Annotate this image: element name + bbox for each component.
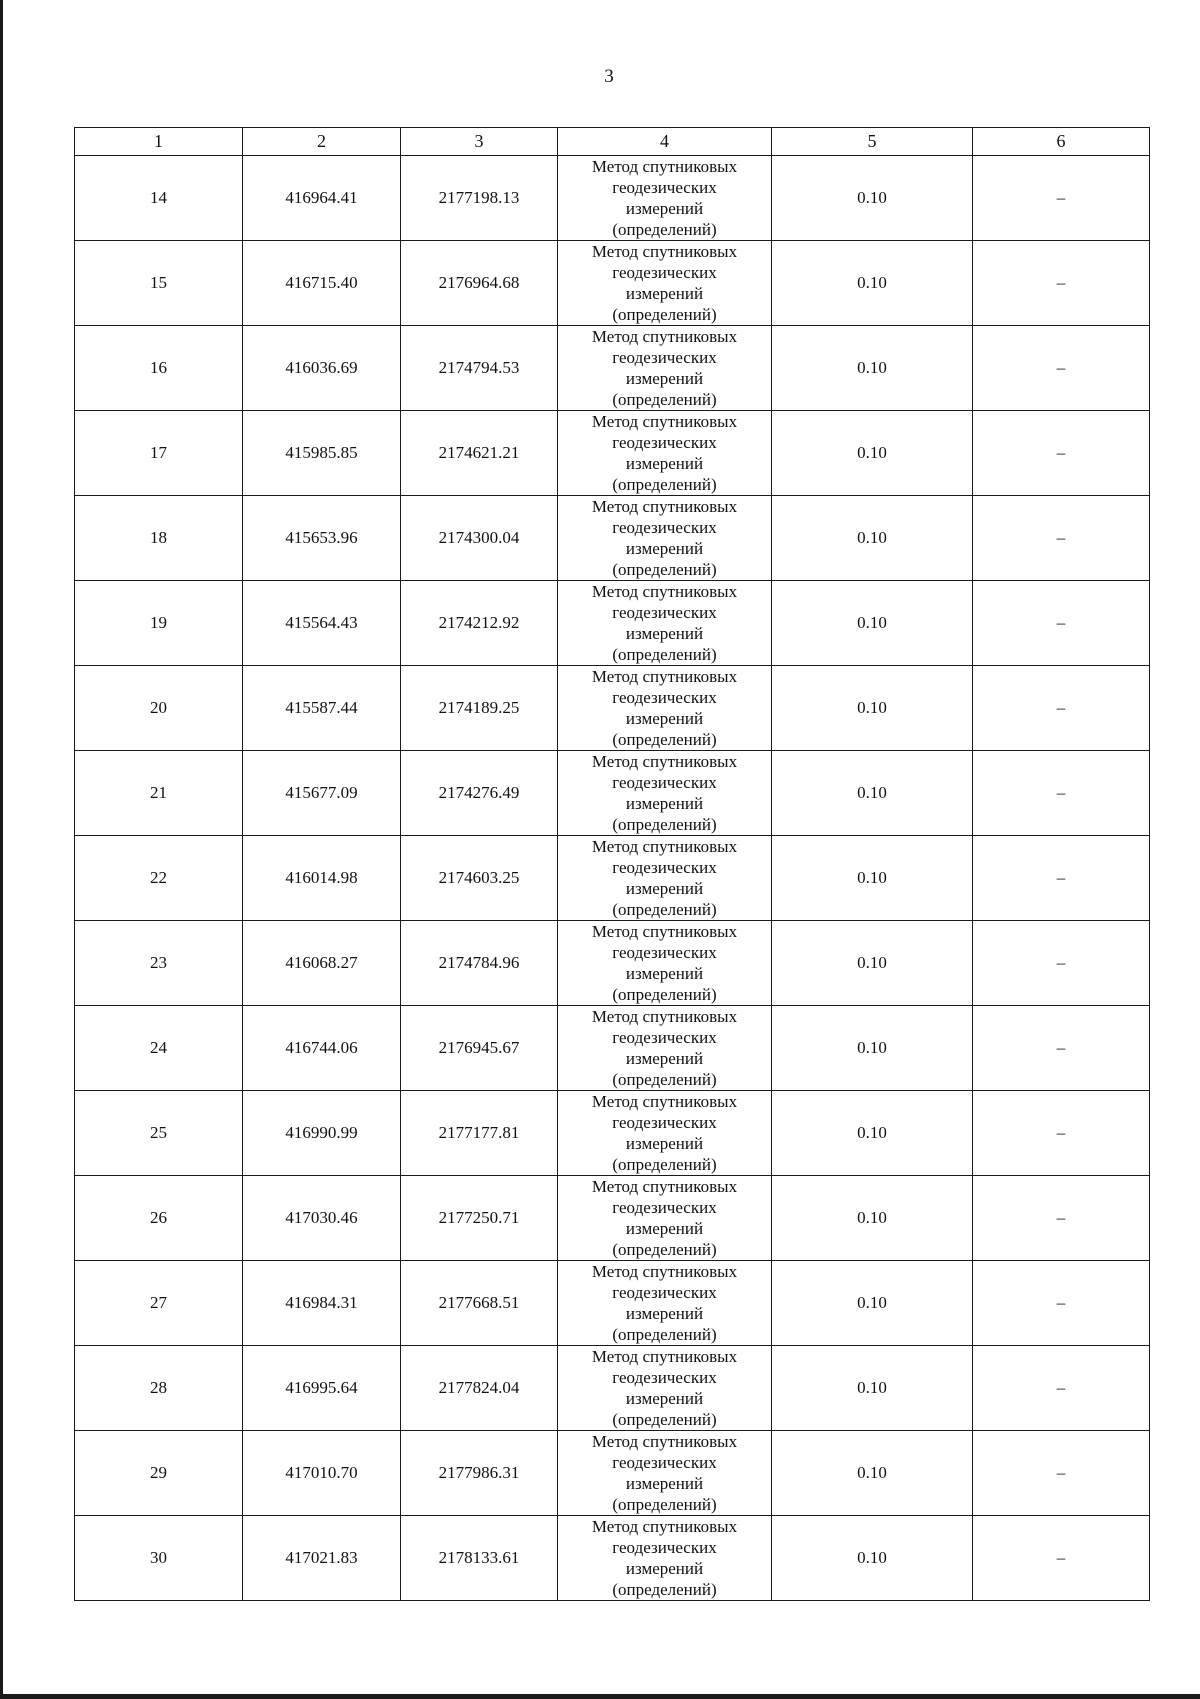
method-cell bbox=[558, 751, 772, 836]
method-text-line: (определений) bbox=[612, 1410, 717, 1429]
method-text-line: (определений) bbox=[612, 815, 717, 834]
method-text-line: (определений) bbox=[612, 220, 717, 239]
method-text-line: (определений) bbox=[612, 305, 717, 324]
method-text-line: Метод спутниковых bbox=[591, 157, 738, 176]
scan-edge-bottom bbox=[0, 1694, 1200, 1699]
method-text-line: геодезических bbox=[612, 1538, 717, 1557]
method-text-line: измерений bbox=[625, 794, 704, 813]
accuracy-cell: 0.10 bbox=[772, 1431, 973, 1516]
y-coordinate-cell: 2177986.31 bbox=[401, 1431, 558, 1516]
method-text-line: измерений bbox=[625, 1049, 704, 1068]
method-text-line: Метод спутниковых bbox=[591, 1347, 738, 1366]
accuracy-cell: 0.10 bbox=[772, 411, 973, 496]
method-text-line: измерений bbox=[625, 539, 704, 558]
method-text-line: измерений bbox=[625, 709, 704, 728]
method-text-line: (определений) bbox=[612, 730, 717, 749]
method-text-line: геодезических bbox=[612, 178, 717, 197]
table-row bbox=[75, 1176, 1150, 1261]
method-cell bbox=[558, 666, 772, 751]
method-text-line: измерений bbox=[625, 964, 704, 983]
method-text-line: геодезических bbox=[612, 348, 717, 367]
y-coordinate-cell: 2177824.04 bbox=[401, 1346, 558, 1431]
note-cell: – bbox=[973, 496, 1150, 581]
table-row bbox=[75, 836, 1150, 921]
table-row bbox=[75, 581, 1150, 666]
method-text-line: (определений) bbox=[612, 475, 717, 494]
method-text-line: (определений) bbox=[612, 900, 717, 919]
table-row bbox=[75, 241, 1150, 326]
accuracy-cell: 0.10 bbox=[772, 326, 973, 411]
scan-edge-left bbox=[0, 0, 3, 1699]
method-text-line: Метод спутниковых bbox=[591, 327, 738, 346]
method-text-line: измерений bbox=[625, 1389, 704, 1408]
method-text-line: геодезических bbox=[612, 603, 717, 622]
point-number-cell: 16 bbox=[75, 326, 243, 411]
method-text-line: геодезических bbox=[612, 1453, 717, 1472]
accuracy-cell: 0.10 bbox=[772, 496, 973, 581]
method-text-line: геодезических bbox=[612, 518, 717, 537]
method-text-line: (определений) bbox=[612, 1325, 717, 1344]
method-cell bbox=[558, 241, 772, 326]
table-row bbox=[75, 326, 1150, 411]
x-coordinate-cell: 416036.69 bbox=[243, 326, 401, 411]
method-text-line: геодезических bbox=[612, 263, 717, 282]
method-text-line: измерений bbox=[625, 1219, 704, 1238]
accuracy-cell: 0.10 bbox=[772, 1006, 973, 1091]
page-number: 3 bbox=[604, 66, 614, 87]
column-header: 2 bbox=[243, 128, 401, 156]
table-row bbox=[75, 921, 1150, 1006]
x-coordinate-cell: 416068.27 bbox=[243, 921, 401, 1006]
method-text-line: Метод спутниковых bbox=[591, 1262, 738, 1281]
x-coordinate-cell: 417021.83 bbox=[243, 1516, 401, 1601]
method-text-line: измерений bbox=[625, 1304, 704, 1323]
method-text-line: геодезических bbox=[612, 943, 717, 962]
y-coordinate-cell: 2174212.92 bbox=[401, 581, 558, 666]
method-text-line: Метод спутниковых bbox=[591, 497, 738, 516]
method-cell bbox=[558, 1516, 772, 1601]
method-text-line: измерений bbox=[625, 369, 704, 388]
note-cell: – bbox=[973, 1261, 1150, 1346]
note-cell: – bbox=[973, 1516, 1150, 1601]
method-text-line: измерений bbox=[625, 1134, 704, 1153]
accuracy-cell: 0.10 bbox=[772, 1176, 973, 1261]
note-cell: – bbox=[973, 1346, 1150, 1431]
accuracy-cell: 0.10 bbox=[772, 836, 973, 921]
point-number-cell: 30 bbox=[75, 1516, 243, 1601]
x-coordinate-cell: 417030.46 bbox=[243, 1176, 401, 1261]
note-cell: – bbox=[973, 666, 1150, 751]
method-cell bbox=[558, 1261, 772, 1346]
point-number-cell: 20 bbox=[75, 666, 243, 751]
point-number-cell: 24 bbox=[75, 1006, 243, 1091]
accuracy-cell: 0.10 bbox=[772, 241, 973, 326]
note-cell: – bbox=[973, 921, 1150, 1006]
x-coordinate-cell: 417010.70 bbox=[243, 1431, 401, 1516]
method-text-line: геодезических bbox=[612, 1198, 717, 1217]
accuracy-cell: 0.10 bbox=[772, 1091, 973, 1176]
method-cell bbox=[558, 326, 772, 411]
note-cell: – bbox=[973, 411, 1150, 496]
method-text-line: геодезических bbox=[612, 1283, 717, 1302]
x-coordinate-cell: 416715.40 bbox=[243, 241, 401, 326]
method-text-line: Метод спутниковых bbox=[591, 1007, 738, 1026]
x-coordinate-cell: 416964.41 bbox=[243, 156, 401, 241]
method-text-line: измерений bbox=[625, 199, 704, 218]
point-number-cell: 18 bbox=[75, 496, 243, 581]
method-text-line: геодезических bbox=[612, 1113, 717, 1132]
method-text-line: (определений) bbox=[612, 645, 717, 664]
method-text-line: (определений) bbox=[612, 1070, 717, 1089]
method-text-line: Метод спутниковых bbox=[591, 837, 738, 856]
method-cell bbox=[558, 836, 772, 921]
method-text-line: (определений) bbox=[612, 1495, 717, 1514]
method-cell bbox=[558, 411, 772, 496]
method-text-line: геодезических bbox=[612, 773, 717, 792]
x-coordinate-cell: 416744.06 bbox=[243, 1006, 401, 1091]
method-text-line: (определений) bbox=[612, 1240, 717, 1259]
table-body bbox=[75, 156, 1150, 1601]
table-row bbox=[75, 1261, 1150, 1346]
note-cell: – bbox=[973, 241, 1150, 326]
point-number-cell: 14 bbox=[75, 156, 243, 241]
table-row bbox=[75, 1006, 1150, 1091]
table-row bbox=[75, 666, 1150, 751]
method-text-line: (определений) bbox=[612, 1155, 717, 1174]
table-row bbox=[75, 496, 1150, 581]
method-text-line: измерений bbox=[625, 624, 704, 643]
method-text-line: Метод спутниковых bbox=[591, 1177, 738, 1196]
point-number-cell: 23 bbox=[75, 921, 243, 1006]
method-text-line: геодезических bbox=[612, 688, 717, 707]
accuracy-cell: 0.10 bbox=[772, 921, 973, 1006]
method-text-line: Метод спутниковых bbox=[591, 582, 738, 601]
method-text-line: геодезических bbox=[612, 1368, 717, 1387]
table-row bbox=[75, 1091, 1150, 1176]
method-text-line: Метод спутниковых bbox=[591, 1092, 738, 1111]
x-coordinate-cell: 415564.43 bbox=[243, 581, 401, 666]
y-coordinate-cell: 2177198.13 bbox=[401, 156, 558, 241]
table-row bbox=[75, 1346, 1150, 1431]
table-row bbox=[75, 1431, 1150, 1516]
accuracy-cell: 0.10 bbox=[772, 1346, 973, 1431]
y-coordinate-cell: 2174794.53 bbox=[401, 326, 558, 411]
accuracy-cell: 0.10 bbox=[772, 666, 973, 751]
x-coordinate-cell: 416014.98 bbox=[243, 836, 401, 921]
point-number-cell: 17 bbox=[75, 411, 243, 496]
accuracy-cell: 0.10 bbox=[772, 581, 973, 666]
point-number-cell: 27 bbox=[75, 1261, 243, 1346]
x-coordinate-cell: 416995.64 bbox=[243, 1346, 401, 1431]
method-text-line: измерений bbox=[625, 879, 704, 898]
method-cell bbox=[558, 496, 772, 581]
y-coordinate-cell: 2174189.25 bbox=[401, 666, 558, 751]
method-text-line: измерений bbox=[625, 284, 704, 303]
method-cell bbox=[558, 1006, 772, 1091]
method-text-line: геодезических bbox=[612, 858, 717, 877]
table-header-row bbox=[75, 128, 1150, 156]
method-text-line: Метод спутниковых bbox=[591, 242, 738, 261]
note-cell: – bbox=[973, 1176, 1150, 1261]
accuracy-cell: 0.10 bbox=[772, 1261, 973, 1346]
point-number-cell: 19 bbox=[75, 581, 243, 666]
point-number-cell: 22 bbox=[75, 836, 243, 921]
column-header: 4 bbox=[558, 128, 772, 156]
table-row bbox=[75, 751, 1150, 836]
method-text-line: геодезических bbox=[612, 1028, 717, 1047]
method-text-line: измерений bbox=[625, 1474, 704, 1493]
coordinates-table bbox=[74, 127, 1150, 1601]
method-cell bbox=[558, 1431, 772, 1516]
x-coordinate-cell: 415653.96 bbox=[243, 496, 401, 581]
column-header: 1 bbox=[75, 128, 243, 156]
method-cell bbox=[558, 1176, 772, 1261]
method-cell bbox=[558, 581, 772, 666]
method-text-line: Метод спутниковых bbox=[591, 922, 738, 941]
point-number-cell: 15 bbox=[75, 241, 243, 326]
y-coordinate-cell: 2174300.04 bbox=[401, 496, 558, 581]
method-text-line: Метод спутниковых bbox=[591, 1432, 738, 1451]
note-cell: – bbox=[973, 751, 1150, 836]
method-text-line: Метод спутниковых bbox=[591, 667, 738, 686]
accuracy-cell: 0.10 bbox=[772, 751, 973, 836]
note-cell: – bbox=[973, 1006, 1150, 1091]
note-cell: – bbox=[973, 156, 1150, 241]
method-cell bbox=[558, 156, 772, 241]
method-cell bbox=[558, 1346, 772, 1431]
note-cell: – bbox=[973, 326, 1150, 411]
note-cell: – bbox=[973, 836, 1150, 921]
accuracy-cell: 0.10 bbox=[772, 156, 973, 241]
method-cell bbox=[558, 921, 772, 1006]
point-number-cell: 25 bbox=[75, 1091, 243, 1176]
y-coordinate-cell: 2178133.61 bbox=[401, 1516, 558, 1601]
x-coordinate-cell: 416990.99 bbox=[243, 1091, 401, 1176]
y-coordinate-cell: 2174621.21 bbox=[401, 411, 558, 496]
x-coordinate-cell: 415985.85 bbox=[243, 411, 401, 496]
x-coordinate-cell: 416984.31 bbox=[243, 1261, 401, 1346]
method-text-line: Метод спутниковых bbox=[591, 1517, 738, 1536]
y-coordinate-cell: 2176945.67 bbox=[401, 1006, 558, 1091]
x-coordinate-cell: 415677.09 bbox=[243, 751, 401, 836]
x-coordinate-cell: 415587.44 bbox=[243, 666, 401, 751]
y-coordinate-cell: 2177250.71 bbox=[401, 1176, 558, 1261]
table-row bbox=[75, 411, 1150, 496]
y-coordinate-cell: 2177668.51 bbox=[401, 1261, 558, 1346]
y-coordinate-cell: 2176964.68 bbox=[401, 241, 558, 326]
column-header: 5 bbox=[772, 128, 973, 156]
y-coordinate-cell: 2174603.25 bbox=[401, 836, 558, 921]
method-text-line: измерений bbox=[625, 454, 704, 473]
accuracy-cell: 0.10 bbox=[772, 1516, 973, 1601]
method-text-line: (определений) bbox=[612, 1580, 717, 1599]
table-row bbox=[75, 1516, 1150, 1601]
note-cell: – bbox=[973, 581, 1150, 666]
note-cell: – bbox=[973, 1431, 1150, 1516]
table-row bbox=[75, 156, 1150, 241]
method-text-line: Метод спутниковых bbox=[591, 412, 738, 431]
point-number-cell: 21 bbox=[75, 751, 243, 836]
point-number-cell: 28 bbox=[75, 1346, 243, 1431]
note-cell: – bbox=[973, 1091, 1150, 1176]
method-text-line: Метод спутниковых bbox=[591, 752, 738, 771]
column-header: 3 bbox=[401, 128, 558, 156]
method-text-line: (определений) bbox=[612, 985, 717, 1004]
y-coordinate-cell: 2174784.96 bbox=[401, 921, 558, 1006]
point-number-cell: 26 bbox=[75, 1176, 243, 1261]
method-text-line: геодезических bbox=[612, 433, 717, 452]
method-text-line: (определений) bbox=[612, 560, 717, 579]
method-text-line: (определений) bbox=[612, 390, 717, 409]
y-coordinate-cell: 2177177.81 bbox=[401, 1091, 558, 1176]
method-text-line: измерений bbox=[625, 1559, 704, 1578]
column-header: 6 bbox=[973, 128, 1150, 156]
y-coordinate-cell: 2174276.49 bbox=[401, 751, 558, 836]
method-cell bbox=[558, 1091, 772, 1176]
point-number-cell: 29 bbox=[75, 1431, 243, 1516]
